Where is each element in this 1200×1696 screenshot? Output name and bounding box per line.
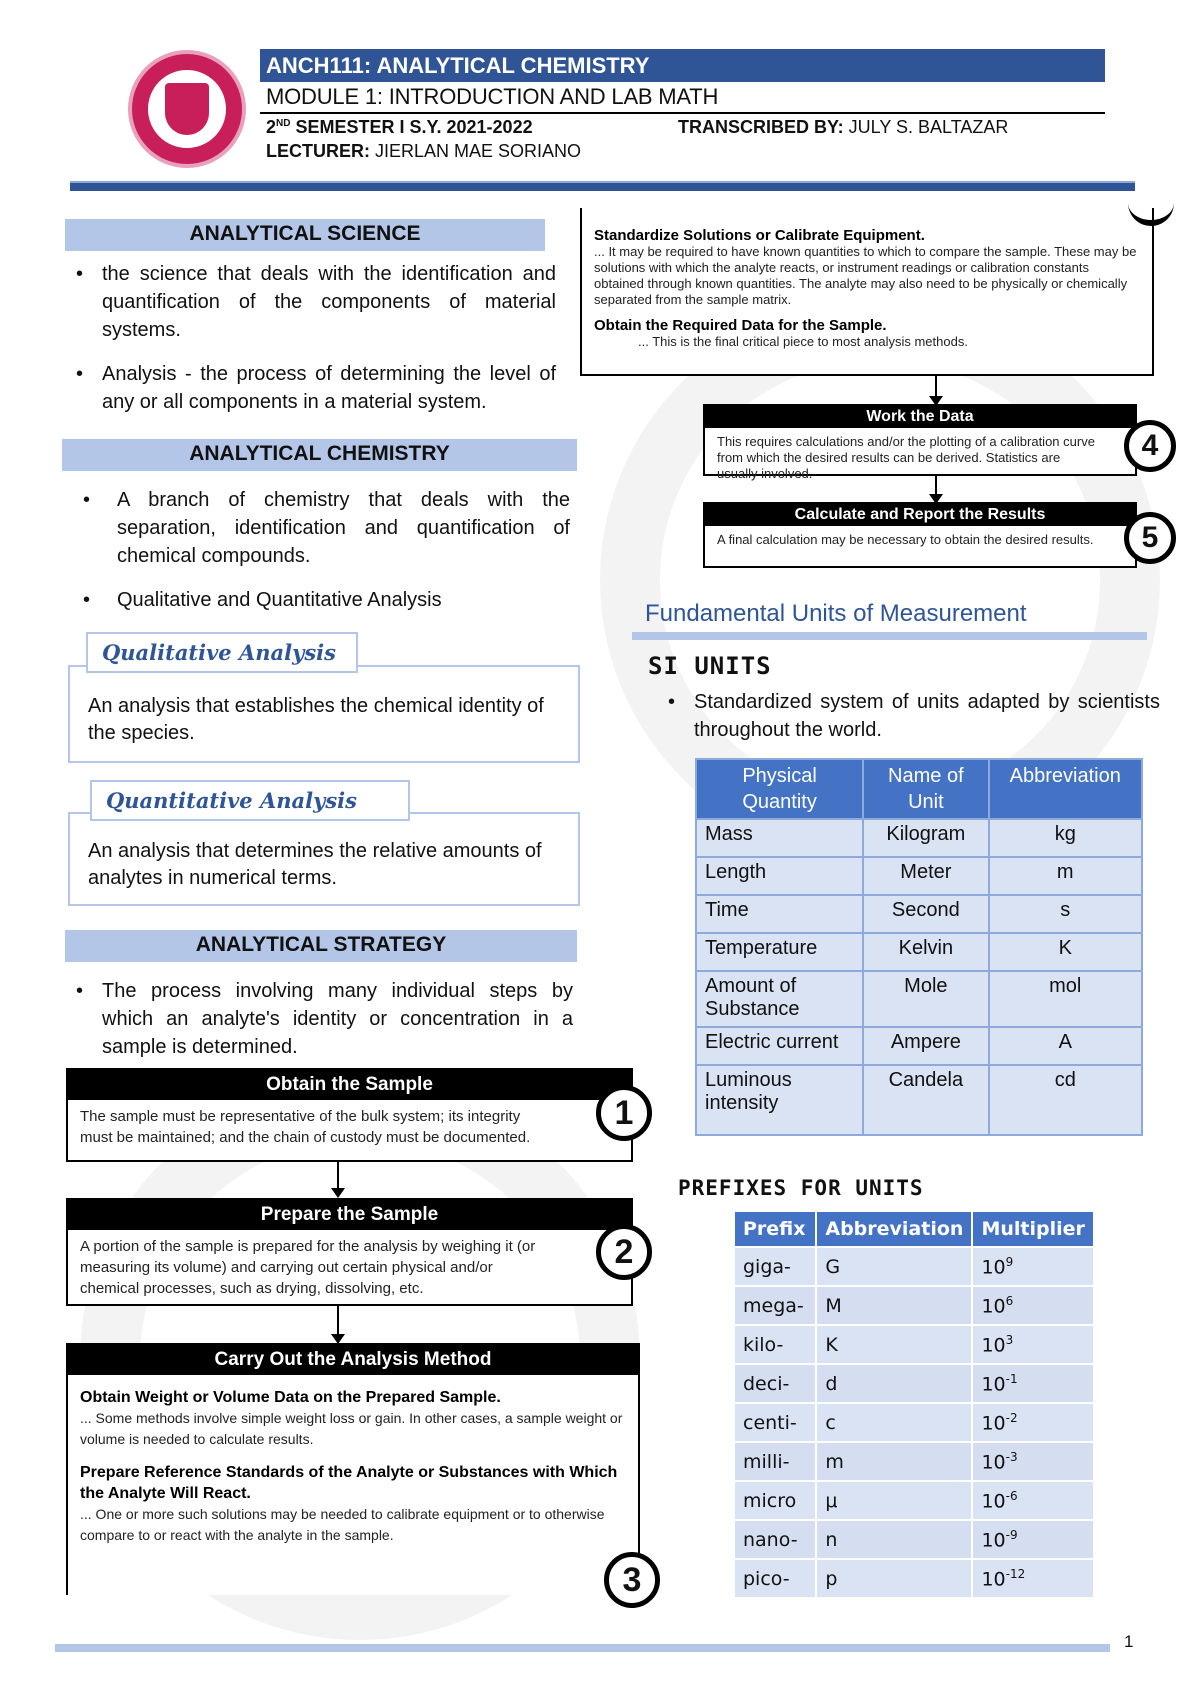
table-row — [734, 1442, 1094, 1481]
flow-step-obtain-sample — [66, 1068, 633, 1162]
list-item: • A branch of chemistry that deals with the separation, identification and quantification of chemical compounds. — [75, 486, 570, 570]
table-cell: μ — [816, 1481, 972, 1520]
step-number-badge: 1 — [596, 1085, 652, 1141]
table-cell: pico- — [734, 1559, 816, 1598]
table-cell: nano- — [734, 1520, 816, 1559]
table-cell: micro — [734, 1481, 816, 1520]
transcriber-info: TRANSCRIBED BY: JULY S. BALTAZAR — [678, 117, 1009, 137]
table-cell: Length — [696, 857, 863, 895]
table-cell: mega- — [734, 1286, 816, 1325]
table-cell: $10^6$ — [972, 1286, 1094, 1325]
table-cell: Kelvin — [863, 933, 988, 971]
table-header-row — [696, 759, 1142, 819]
table-cell: n — [816, 1520, 972, 1559]
table-row — [696, 933, 1142, 971]
step-number-badge: 2 — [596, 1224, 652, 1280]
list-item: • Qualitative and Quantitative Analysis — [75, 586, 570, 614]
substep-text: ... This is the final critical piece to most analysis methods. — [638, 334, 968, 349]
table-cell: $10^{-2}$ — [972, 1403, 1094, 1442]
page-number: 1 — [1124, 1632, 1134, 1651]
column-header: Abbreviation — [816, 1211, 972, 1247]
analytical-chemistry-heading: ANALYTICAL CHEMISTRY — [62, 439, 577, 471]
column-header: Abbreviation — [989, 759, 1142, 819]
list-item: • Analysis - the process of determining the level of any or all components in a material system. — [68, 360, 556, 416]
prefix-table — [733, 1210, 1095, 1599]
step-number-badge: 5 — [1124, 512, 1176, 564]
table-cell: Amount of Substance — [696, 971, 863, 1027]
flow-step-title: Prepare the Sample — [68, 1200, 631, 1230]
table-cell: kg — [989, 819, 1142, 857]
table-cell: milli- — [734, 1442, 816, 1481]
list-item: • Standardized system of units adapted by scientists throughout the world. — [660, 688, 1160, 744]
flow-step-report-results — [703, 502, 1137, 568]
flow-arrow — [935, 376, 937, 404]
qualitative-label: Qualitative Analysis — [86, 632, 358, 673]
flow-step-carry-out-analysis-continued — [580, 208, 1154, 376]
table-row — [734, 1325, 1094, 1364]
substep-text: ... Some methods involve simple weight loss or gain. In other cases, a sample weight or volume is needed to calculate results. — [80, 1410, 623, 1447]
school-logo — [128, 50, 246, 168]
flow-step-title: Work the Data — [705, 406, 1135, 428]
footer-rule — [55, 1644, 1110, 1652]
list-item: • the science that deals with the identification and quantification of the components of material systems. — [68, 260, 556, 344]
flow-step-text: The sample must be representative of the bulk system; its integrity must be maintained; and the chain of custody must be documented. — [80, 1108, 531, 1146]
table-cell: d — [816, 1364, 972, 1403]
table-cell: c — [816, 1403, 972, 1442]
flow-step-text: A final calculation may be necessary to obtain the desired results. — [717, 532, 1094, 547]
substep-title: Standardize Solutions or Calibrate Equipment. — [594, 227, 925, 244]
header-bottom-rule — [70, 181, 1135, 191]
table-cell: Mole — [863, 971, 988, 1027]
table-cell: centi- — [734, 1403, 816, 1442]
qualitative-definition: An analysis that establishes the chemical identity of the species. — [88, 695, 544, 744]
table-cell: $10^3$ — [972, 1325, 1094, 1364]
column-header: Prefix — [734, 1211, 816, 1247]
analytical-science-heading: ANALYTICAL SCIENCE — [65, 219, 545, 251]
fundamental-units-rule — [632, 632, 1147, 640]
table-cell: p — [816, 1559, 972, 1598]
table-row — [734, 1559, 1094, 1598]
quantitative-definition-box — [68, 812, 580, 906]
column-header: Physical Quantity — [696, 759, 863, 819]
flow-step-text: A portion of the sample is prepared for the analysis by weighing it (or measuring its volume) and carrying out certain physical and/or chemical processes, such as drying, dissolving, etc. — [80, 1238, 536, 1297]
fundamental-units-title: Fundamental Units of Measurement — [645, 600, 1027, 627]
table-cell: M — [816, 1286, 972, 1325]
table-cell: Kilogram — [863, 819, 988, 857]
column-header: Multiplier — [972, 1211, 1094, 1247]
lecturer-info: LECTURER: JIERLAN MAE SORIANO — [266, 141, 582, 161]
table-cell: $10^{-6}$ — [972, 1481, 1094, 1520]
table-cell: Time — [696, 895, 863, 933]
table-cell: Mass — [696, 819, 863, 857]
table-cell: mol — [989, 971, 1142, 1027]
table-cell: Luminous intensity — [696, 1065, 863, 1135]
table-cell: m — [989, 857, 1142, 895]
substep-title: Prepare Reference Standards of the Analyte or Substances with Which the Analyte Will React. — [80, 1464, 618, 1502]
prefixes-title: PREFIXES FOR UNITS — [678, 1176, 924, 1200]
quantitative-label: Quantitative Analysis — [90, 780, 410, 821]
table-cell: deci- — [734, 1364, 816, 1403]
flow-step-title: Obtain the Sample — [68, 1070, 631, 1100]
table-cell: K — [989, 933, 1142, 971]
table-cell: cd — [989, 1065, 1142, 1135]
analytical-science-list — [68, 260, 556, 432]
table-row — [734, 1286, 1094, 1325]
module-title: MODULE 1: INTRODUCTION AND LAB MATH — [266, 84, 719, 109]
substep-text: ... It may be required to have known quantities to which to compare the sample. These may be solutions with which the analyte reacts, or instrument readings or calibration constants obtained through known quantities. The analyte may also need to be physically or chemically separated from the sample matrix. — [594, 244, 1137, 307]
step-number-badge: 3 — [604, 1552, 660, 1608]
course-title: ANCH111: ANALYTICAL CHEMISTRY — [260, 49, 1105, 82]
table-row — [696, 857, 1142, 895]
table-row — [696, 819, 1142, 857]
table-row — [696, 1027, 1142, 1065]
flow-step-carry-out-analysis — [66, 1343, 640, 1595]
table-cell: Electric current — [696, 1027, 863, 1065]
si-units-table — [695, 758, 1143, 1136]
table-row — [734, 1403, 1094, 1442]
table-cell: m — [816, 1442, 972, 1481]
flow-step-prepare-sample — [66, 1198, 633, 1306]
table-cell: giga- — [734, 1247, 816, 1286]
step-number-badge: 4 — [1124, 420, 1176, 472]
table-cell: Ampere — [863, 1027, 988, 1065]
table-header-row — [734, 1211, 1094, 1247]
table-row — [734, 1520, 1094, 1559]
flow-arrow — [935, 476, 937, 502]
analytical-strategy-list — [68, 977, 573, 1077]
table-cell: Second — [863, 895, 988, 933]
table-row — [696, 1065, 1142, 1135]
table-cell: Meter — [863, 857, 988, 895]
flow-arrow — [337, 1306, 339, 1342]
table-row — [734, 1247, 1094, 1286]
table-cell: A — [989, 1027, 1142, 1065]
flow-step-title: Calculate and Report the Results — [705, 504, 1135, 526]
table-cell: s — [989, 895, 1142, 933]
table-cell: $10^{-3}$ — [972, 1442, 1094, 1481]
list-item: • The process involving many individual steps by which an analyte's identity or concentration in a sample is determined. — [68, 977, 573, 1061]
substep-title: Obtain the Required Data for the Sample. — [594, 317, 887, 334]
table-cell: $10^9$ — [972, 1247, 1094, 1286]
qualitative-definition-box — [68, 665, 580, 763]
analytical-strategy-heading: ANALYTICAL STRATEGY — [65, 930, 577, 962]
flow-step-title: Carry Out the Analysis Method — [68, 1345, 638, 1375]
table-row — [734, 1364, 1094, 1403]
table-row — [734, 1481, 1094, 1520]
table-cell: K — [816, 1325, 972, 1364]
flow-step-work-data — [703, 404, 1137, 481]
table-cell: $10^{-12}$ — [972, 1559, 1094, 1598]
column-header: Name of Unit — [863, 759, 988, 819]
quantitative-definition: An analysis that determines the relative amounts of analytes in numerical terms. — [88, 840, 542, 889]
table-row — [696, 895, 1142, 933]
table-cell: G — [816, 1247, 972, 1286]
table-cell: kilo- — [734, 1325, 816, 1364]
header-divider — [260, 112, 1105, 114]
table-cell: $10^{-9}$ — [972, 1520, 1094, 1559]
flow-step-text: This requires calculations and/or the plotting of a calibration curve from which the desired results can be derived. Statistics are usually involved. — [717, 434, 1095, 481]
substep-title: Obtain Weight or Volume Data on the Prepared Sample. — [80, 1389, 501, 1406]
table-cell: $10^{-1}$ — [972, 1364, 1094, 1403]
semester-info: 2ND SEMESTER I S.Y. 2021-2022 — [266, 117, 533, 137]
table-cell: Temperature — [696, 933, 863, 971]
table-row — [696, 971, 1142, 1027]
si-units-list — [660, 688, 1160, 760]
substep-text: ... One or more such solutions may be needed to calibrate equipment or to otherwise compare to or react with the analyte in the sample. — [80, 1506, 605, 1543]
flow-arrow — [337, 1162, 339, 1196]
analytical-chemistry-list — [75, 486, 570, 630]
si-units-title: SI UNITS — [648, 652, 772, 680]
table-cell: Candela — [863, 1065, 988, 1135]
